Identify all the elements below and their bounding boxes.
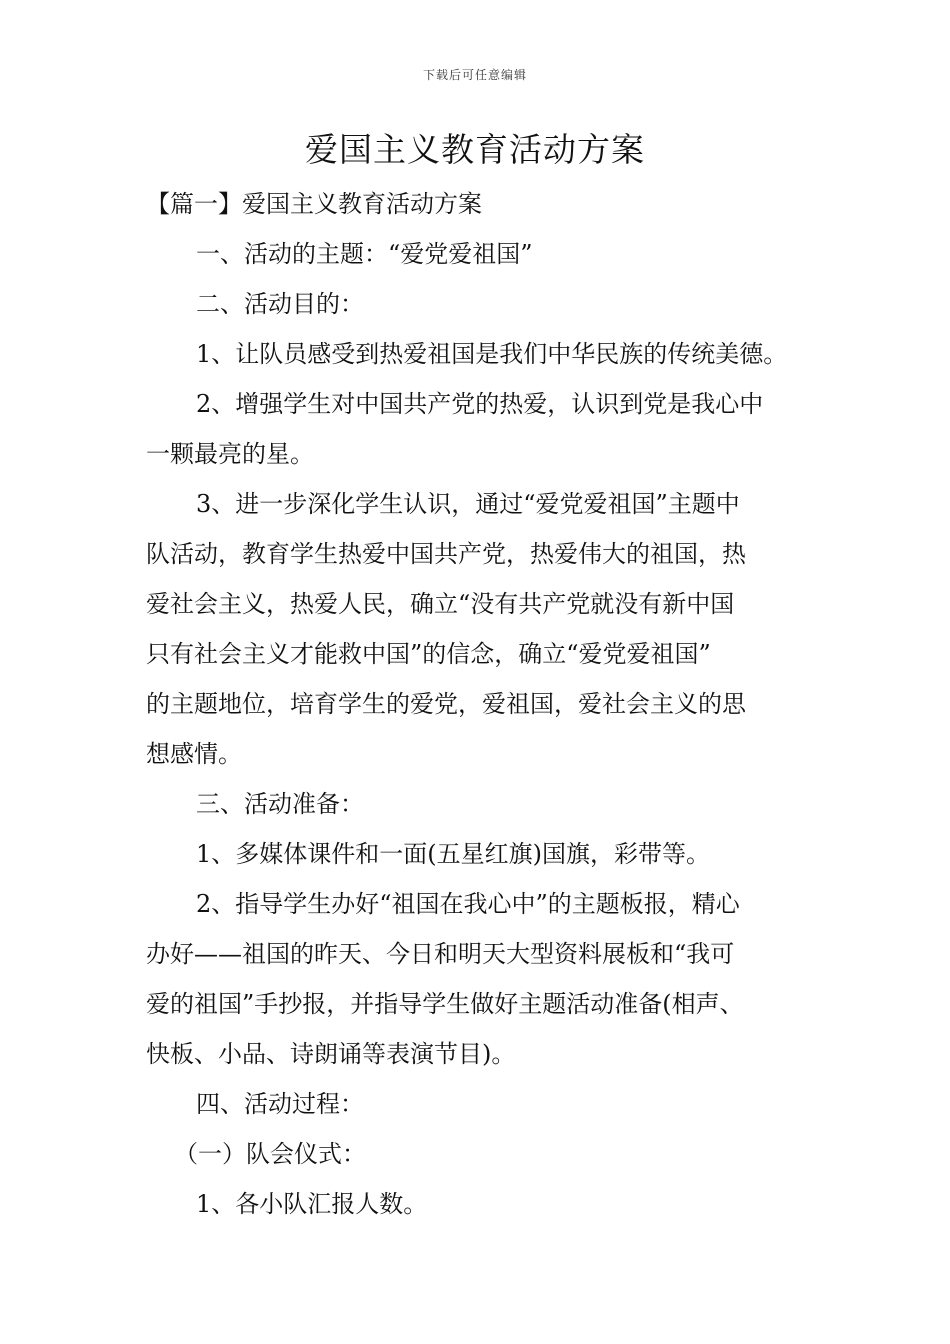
paragraph-line: 1、多媒体课件和一面(五星红旗)国旗，彩带等。 [196, 840, 710, 868]
paragraph-line: （一）队会仪式： [174, 1140, 366, 1168]
paragraph-line: 2、增强学生对中国共产党的热爱，认识到党是我心中 [196, 390, 764, 418]
document-title: 爱国主义教育活动方案 [305, 130, 645, 169]
document-body [146, 179, 808, 1229]
paragraph-line: 2、指导学生办好“祖国在我心中”的主题板报，精心 [196, 890, 740, 918]
paragraph-line: 一颗最亮的星。 [146, 440, 314, 468]
paragraph-line: 1、让队员感受到热爱祖国是我们中华民族的传统美德。 [196, 340, 788, 368]
paragraph-line: 爱社会主义，热爱人民，确立“没有共产党就没有新中国 [146, 590, 735, 618]
paragraph-line: 3、进一步深化学生认识，通过“爱党爱祖国”主题中 [196, 490, 740, 518]
paragraph-line: 队活动，教育学生热爱中国共产党，热爱伟大的祖国，热 [146, 540, 746, 568]
paragraph-line: 爱的祖国”手抄报，并指导学生做好主题活动准备(相声、 [146, 990, 744, 1018]
paragraph-line: 只有社会主义才能救中国”的信念，确立“爱党爱祖国” [146, 640, 711, 668]
paragraph-line: 1、各小队汇报人数。 [196, 1190, 428, 1218]
paragraph-line: 的主题地位，培育学生的爱党，爱祖国，爱社会主义的思 [146, 690, 746, 718]
section-heading: 【篇一】爱国主义教育活动方案 [146, 190, 482, 218]
paragraph-line: 三、活动准备： [196, 790, 364, 818]
paragraph-line: 快板、小品、诗朗诵等表演节目)。 [146, 1040, 516, 1068]
paragraph-line: 想感情。 [146, 740, 242, 768]
paragraph-line: 一、活动的主题：“爱党爱祖国” [196, 240, 533, 268]
header-note: 下载后可任意编辑 [422, 68, 527, 82]
paragraph-line: 四、活动过程： [196, 1090, 364, 1118]
paragraph-line: 办好——祖国的昨天、今日和明天大型资料展板和“我可 [146, 940, 735, 968]
paragraph-line: 二、活动目的： [196, 290, 364, 318]
